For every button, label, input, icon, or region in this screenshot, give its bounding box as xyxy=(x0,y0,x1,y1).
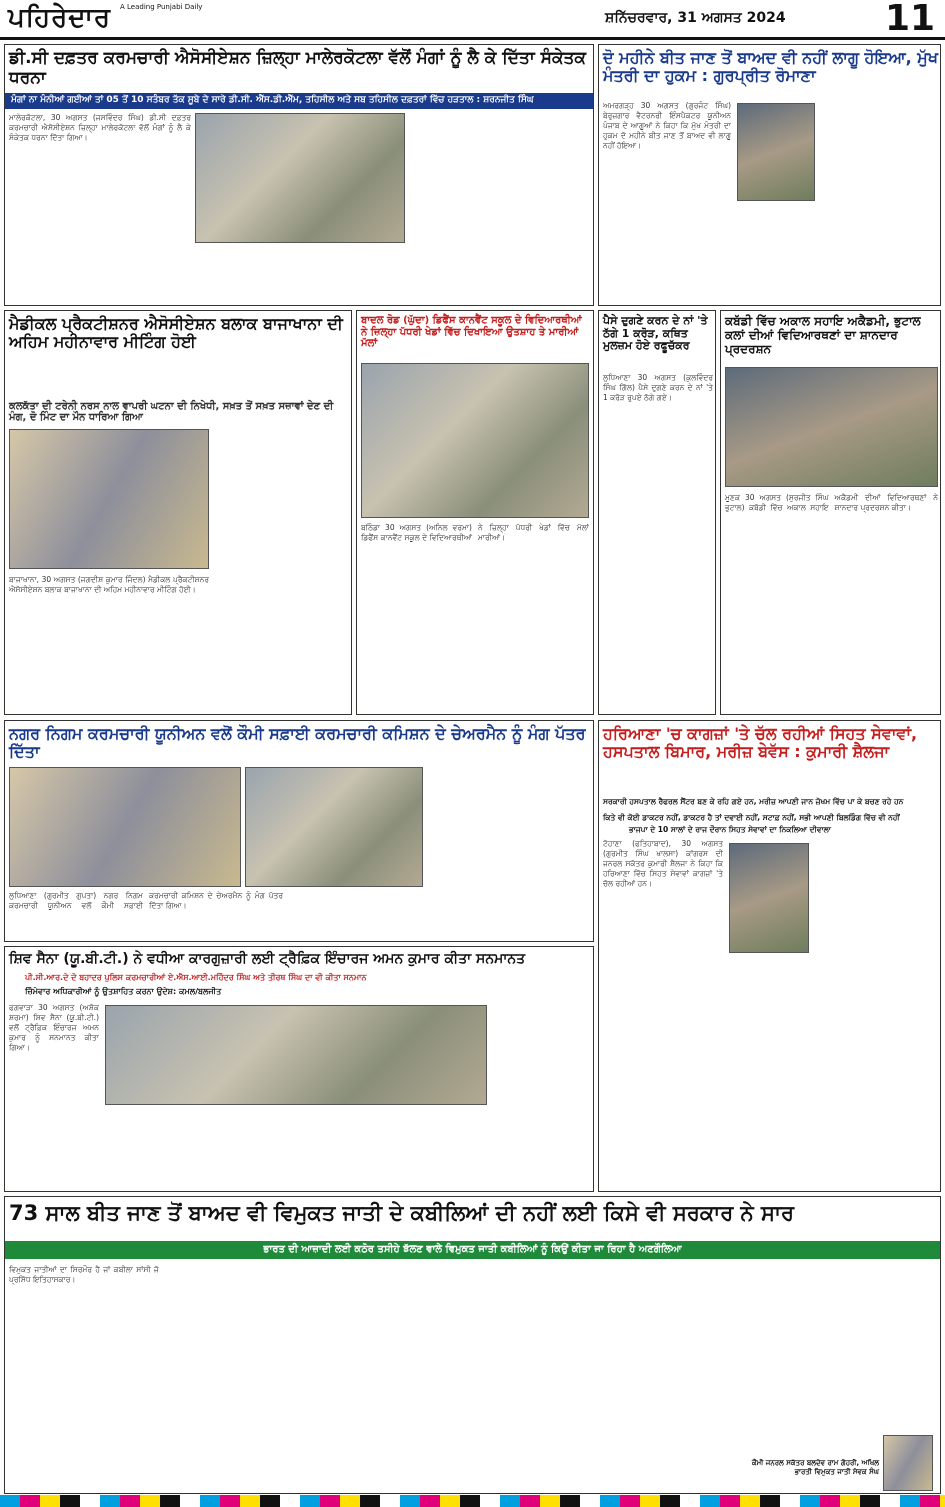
story-haryana-health xyxy=(598,720,941,1192)
left-photo xyxy=(9,767,241,887)
masthead-title: ਪਹਿਰੇਦਾਰ xyxy=(8,3,111,33)
story-cm-order xyxy=(598,44,941,306)
body: ਲੁਧਿਆਣਾ 30 ਅਗਸਤ (ਕੁਲਵਿੰਦਰ ਸਿੰਘ ਗਿੱਲ) ਪੈਸੇ ਦੁਗਣੇ ਕਰਨ ਦੇ ਨਾਂ 'ਤੇ 1 ਕਰੋੜ ਰੁਪਏ ਠੱਗੇ ਗਏ। xyxy=(603,373,713,402)
print-registration-strip xyxy=(0,1495,945,1507)
headline: ਡੀ.ਸੀ ਦਫ਼ਤਰ ਕਰਮਚਾਰੀ ਐਸੋਸੀਏਸ਼ਨ ਜ਼ਿਲ੍ਹਾ ਮਾਲੇਰਕੋਟਲਾ ਵੱਲੋਂ ਮੰਗਾਂ ਨੂੰ ਲੈ ਕੇ ਦਿੱਤਾ ਸੰਕੇਤਕ ਧਰਨਾ xyxy=(9,48,587,88)
shailja-photo xyxy=(729,843,809,953)
subheadline: ਕਲਕੱਤਾ ਦੀ ਟਰੇਨੀ ਨਰਸ ਨਾਲ ਵਾਪਰੀ ਘਟਨਾ ਦੀ ਨਿਖੇਧੀ, ਸਖ਼ਤ ਤੋਂ ਸਖ਼ਤ ਸਜ਼ਾਵਾਂ ਦੇਣ ਦੀ ਮੰਗ, ਦੋ ਮਿੰਟ ਦਾ ਮੌਨ ਧਾਰਿਆ ਗਿਆ xyxy=(9,401,334,423)
headline: 73 ਸਾਲ ਬੀਤ ਜਾਣ ਤੋਂ ਬਾਅਦ ਵੀ ਵਿਮੁਕਤ ਜਾਤੀ ਦੇ ਕਬੀਲਿਆਂ ਦੀ ਨਹੀਂ ਲਈ ਕਿਸੇ ਵੀ ਸਰਕਾਰ ਨੇ ਸਾਰ xyxy=(9,1201,795,1225)
headline: ਨਗਰ ਨਿਗਮ ਕਰਮਚਾਰੀ ਯੂਨੀਅਨ ਵਲੋਂ ਕੌਮੀ ਸਫ਼ਾਈ ਕਰਮਚਾਰੀ ਕਮਿਸ਼ਨ ਦੇ ਚੇਅਰਮੈਨ ਨੂੰ ਮੰਗ ਪੱਤਰ ਦਿੱਤਾ xyxy=(9,724,586,762)
issue-date: ਸ਼ਨਿੱਚਰਵਾਰ, 31 ਅਗਸਤ 2024 xyxy=(605,10,786,26)
right-photo xyxy=(245,767,423,887)
headline: ਹਰਿਆਣਾ 'ਚ ਕਾਗਜ਼ਾਂ 'ਤੇ ਚੱਲ ਰਹੀਆਂ ਸਿਹਤ ਸੇਵਾਵਾਂ, ਹਸਪਤਾਲ ਬਿਮਾਰ, ਮਰੀਜ਼ ਬੇਵੱਸ : ਕੁਮਾਰੀ ਸ਼ੈਲਜਾ xyxy=(603,724,918,762)
body: ਵਿਮੁਕਤ ਜਾਤੀਆਂ ਦਾ ਸਿਰਮੌਰ ਹੈ ਜਾਂ ਕਬੀਲਾ ਸਾਂਸੀ ਜੋ ਪ੍ਰਸਿੱਧ ਇਤਿਹਾਸਕਾਰ। xyxy=(9,1265,159,1284)
students-photo xyxy=(361,363,589,518)
subheadline-1: ਸਰਕਾਰੀ ਹਸਪਤਾਲ ਰੈਫਰਲ ਸੈਂਟਰ ਬਣ ਕੇ ਰਹਿ ਗਏ ਹਨ, ਮਰੀਜ਼ ਆਪਣੀ ਜਾਨ ਜ਼ੋਖਮ ਵਿੱਚ ਪਾ ਕੇ ਬਚਣ ਰਹੇ ਹਨ xyxy=(603,797,904,806)
headline: ਕਬੱਡੀ ਵਿੱਚ ਅਕਾਲ ਸਹਾਇ ਅਕੈਡਮੀ, ਭੁਟਾਲ ਕਲਾਂ ਦੀਆਂ ਵਿਦਿਆਰਥਣਾਂ ਦਾ ਸ਼ਾਨਦਾਰ ਪ੍ਰਦਰਸ਼ਨ xyxy=(725,314,921,356)
body-left: ਫਗਵਾੜਾ 30 ਅਗਸਤ (ਅਸ਼ੋਕ ਸ਼ਰਮਾ) ਸ਼ਿਵ ਸੈਨਾ (ਯੂ.ਬੀ.ਟੀ.) ਵਲੋਂ ਟ੍ਰੈਫ਼ਿਕ ਇੰਚਾਰਜ ਅਮਨ ਕੁਮਾਰ ਨੂੰ ਸਨਮਾਨਤ ਕੀਤਾ ਗਿਆ। xyxy=(9,1003,99,1052)
author-signature: ਕੌਮੀ ਜਨਰਲ ਸਕੱਤਰ ਬਲਦੇਵ ਰਾਮ ਗੋਹਰੀ, ਅਖਿਲ ਭਾਰਤੀ ਵਿਮੁਕਤ ਜਾਤੀ ਸੇਵਕ ਸੰਘ xyxy=(751,1459,879,1476)
body-lower xyxy=(105,1111,487,1187)
headline: ਪੈਸੇ ਦੁਗਣੇ ਕਰਨ ਦੇ ਨਾਂ 'ਤੇ ਠੱਗੇ 1 ਕਰੋੜ, ਕਥਿਤ ਮੁਲਜ਼ਮ ਹੋਏ ਰਫੂਚੱਕਰ xyxy=(603,314,708,353)
headline: ਮੈਡੀਕਲ ਪ੍ਰੈਕਟੀਸ਼ਨਰ ਐਸੋਸੀਏਸ਼ਨ ਬਲਾਕ ਬਾਜਾਖਾਨਾ ਦੀ ਅਹਿਮ ਮਹੀਨਾਵਾਰ ਮੀਟਿੰਗ ਹੋਈ xyxy=(9,314,343,352)
story-dc-office-protest xyxy=(4,44,594,306)
body-right xyxy=(493,1003,591,1187)
honour-photo xyxy=(105,1005,487,1105)
story-medical-association xyxy=(4,310,352,715)
subheadline-3: ਭਾਜਪਾ ਦੇ 10 ਸਾਲਾਂ ਦੇ ਰਾਜ ਦੌਰਾਨ ਸਿਹਤ ਸੇਵਾਵਾਂ ਦਾ ਨਿਕਲਿਆ ਦੀਵਾਲਾ xyxy=(629,825,831,834)
body-left: ਅਮਰਗੜ੍ਹ 30 ਅਗਸਤ (ਗੁਰਜੰਟ ਸਿੰਘ) ਬੇਰੁਜ਼ਗਾਰ ਵੈਟਰਨਰੀ ਇੰਸਪੈਕਟਰ ਯੂਨੀਅਨ ਪੰਜਾਬ ਦੇ ਆਗੂਆਂ ਨੇ ਕਿਹਾ ਕਿ ਮੁੱਖ ਮੰਤਰੀ ਦਾ ਹੁਕਮ ਦੋ ਮਹੀਨੇ ਬੀਤ ਜਾਣ ਤੋਂ ਬਾਅਦ ਵੀ ਲਾਗੂ ਨਹੀਂ ਹੋਇਆ। xyxy=(603,101,731,150)
headline: ਬਾਦਲ ਰੋਡ (ਘੁੱਦਾ) ਡਿਫੈਂਸ ਕਾਨਵੈਂਟ ਸਕੂਲ ਦੇ ਵਿਦਿਆਰਥੀਆਂ ਨੇ ਜ਼ਿਲ੍ਹਾ ਪੱਧਰੀ ਖੇਡਾਂ ਵਿੱਚ ਦਿਖਾਇਆ ਉਤਸ਼ਾਹ ਤੇ ਮਾਰੀਆਂ ਮੱਲਾਂ xyxy=(361,315,582,349)
story-shiv-sena-honour xyxy=(4,946,594,1192)
body-right xyxy=(429,767,591,937)
body-right xyxy=(821,101,938,301)
story-fraud xyxy=(598,310,716,715)
story-sanitation-union xyxy=(4,720,594,942)
meeting-photo xyxy=(9,429,209,569)
body: ਮੂਣਕ 30 ਅਗਸਤ (ਸੁਰਜੀਤ ਸਿੰਘ ਭੁਟਾਲ) ਕਬੱਡੀ ਵਿੱਚ ਅਕਾਲ ਸਹਾਇ ਅਕੈਡਮੀ ਦੀਆਂ ਵਿਦਿਆਰਥਣਾਂ ਨੇ ਸ਼ਾਨਦਾਰ ਪ੍ਰਦਰਸ਼ਨ ਕੀਤਾ। xyxy=(725,493,938,512)
body-right xyxy=(215,429,349,709)
protest-photo xyxy=(195,113,405,243)
story-kabaddi xyxy=(720,310,941,715)
body-lower: ਲੁਧਿਆਣਾ (ਗੁਰਮੀਤ ਗੁਪਤਾ) ਨਗਰ ਨਿਗਮ ਕਰਮਚਾਰੀ ਯੂਨੀਅਨ ਵਲੋਂ ਕੌਮੀ ਸਫ਼ਾਈ ਕਰਮਚਾਰੀ ਕਮਿਸ਼ਨ ਦੇ ਚੇਅਰਮੈਨ ਨੂੰ ਮੰਗ ਪੱਤਰ ਦਿੱਤਾ ਗਿਆ। xyxy=(9,891,283,910)
portrait-photo xyxy=(737,103,815,201)
subheadline-2: ਜ਼ਿੰਮੇਵਾਰ ਅਧਿਕਾਰੀਆਂ ਨੂੰ ਉਤਸ਼ਾਹਿਤ ਕਰਨਾ ਉਦੇਸ਼: ਕਮਲ/ਬਲਜੀਤ xyxy=(25,987,222,996)
body-left: ਮਾਲੇਰਕੋਟਲਾ, 30 ਅਗਸਤ (ਜਸਵਿੰਦਰ ਸਿੰਘ) ਡੀ.ਸੀ ਦਫ਼ਤਰ ਕਰਮਚਾਰੀ ਐਸੋਸੀਏਸ਼ਨ ਜ਼ਿਲ੍ਹਾ ਮਾਲੇਰਕੋਟਲਾ ਵੱਲੋਂ ਮੰਗਾਂ ਨੂੰ ਲੈ ਕੇ ਸੰਕੇਤਕ ਧਰਨਾ ਦਿੱਤਾ ਗਿਆ। xyxy=(9,113,191,142)
subheadline-1: ਪੀ.ਸੀ.ਆਰ.ਦੇ ਦੋ ਬਹਾਦਰ ਪੁਲਿਸ ਕਰਮਚਾਰੀਆਂ ਏ.ਐਸ.ਆਈ.ਮਹਿੰਦਰ ਸਿੰਘ ਅਤੇ ਤੀਰਥ ਸਿੰਘ ਦਾ ਵੀ ਕੀਤਾ ਸਨਮਾਨ xyxy=(25,973,367,982)
masthead-tagline: A Leading Punjabi Daily xyxy=(120,3,203,11)
body: ਬਠਿੰਡਾ 30 ਅਗਸਤ (ਅਨਿਲ ਵਰਮਾ) ਡਿਫੈਂਸ ਕਾਨਵੈਂਟ ਸਕੂਲ ਦੇ ਵਿਦਿਆਰਥੀਆਂ ਨੇ ਜ਼ਿਲ੍ਹਾ ਪੱਧਰੀ ਖੇਡਾਂ ਵਿੱਚ ਮੱਲਾਂ ਮਾਰੀਆਂ। xyxy=(361,523,589,542)
body-left: ਬਾਜਾਖਾਨਾ, 30 ਅਗਸਤ (ਜਗਦੀਸ਼ ਕੁਮਾਰ ਜਿੰਦਲ) ਮੈਡੀਕਲ ਪ੍ਰੈਕਟੀਸ਼ਨਰ ਐਸੋਸੀਏਸ਼ਨ ਬਲਾਕ ਬਾਜਾਖਾਨਾ ਦੀ ਅਹਿਮ ਮਹੀਨਾਵਾਰ ਮੀਟਿੰਗ ਹੋਈ। xyxy=(9,575,209,594)
masthead xyxy=(0,0,945,40)
body-left: ਟੋਹਾਣਾ (ਫਤਿਹਾਬਾਦ), 30 ਅਗਸਤ (ਗੁਰਮੀਤ ਸਿੰਘ ਖਾਲਸਾ) ਕਾਂਗਰਸ ਦੀ ਜਨਰਲ ਸਕੱਤਰ ਕੁਮਾਰੀ ਸ਼ੈਲਜਾ ਨੇ ਕਿਹਾ ਕਿ ਹਰਿਆਣਾ ਵਿੱਚ ਸਿਹਤ ਸੇਵਾਵਾਂ ਕਾਗਜ਼ਾਂ 'ਤੇ ਚੱਲ ਰਹੀਆਂ ਹਨ। xyxy=(603,839,723,888)
headline: ਦੋ ਮਹੀਨੇ ਬੀਤ ਜਾਣ ਤੋਂ ਬਾਅਦ ਵੀ ਨਹੀਂ ਲਾਗੂ ਹੋਇਆ, ਮੁੱਖ ਮੰਤਰੀ ਦਾ ਹੁਕਮ : ਗੁਰਪ੍ਰੀਤ ਰੋਮਾਣਾ xyxy=(603,48,938,86)
body-right xyxy=(411,113,589,301)
page-number: 11 xyxy=(884,0,936,39)
author-photo xyxy=(883,1435,933,1491)
story-denotified-tribes xyxy=(4,1196,941,1494)
headline: ਸ਼ਿਵ ਸੈਨਾ (ਯੂ.ਬੀ.ਟੀ.) ਨੇ ਵਧੀਆ ਕਾਰਗੁਜ਼ਾਰੀ ਲਈ ਟ੍ਰੈਫ਼ਿਕ ਇੰਚਾਰਜ ਅਮਨ ਕੁਮਾਰ ਕੀਤਾ ਸਨਮਾਨਤ xyxy=(9,951,526,967)
subheadline: ਭਾਰਤ ਦੀ ਆਜ਼ਾਦੀ ਲਈ ਕਠੋਰ ਤਸੀਹੇ ਝੱਲਣ ਵਾਲੇ ਵਿਮੁਕਤ ਜਾਤੀ ਕਬੀਲਿਆਂ ਨੂੰ ਕਿਉਂ ਕੀਤਾ ਜਾ ਰਿਹਾ ਹੈ ਅਣਗੌਲਿਆ xyxy=(5,1241,940,1259)
subheadline: ਮੰਗਾਂ ਨਾ ਮੰਨੀਆਂ ਗਈਆਂ ਤਾਂ 05 ਤੋਂ 10 ਸਤੰਬਰ ਤੱਕ ਸੂਬੇ ਦੇ ਸਾਰੇ ਡੀ.ਸੀ. ਐੱਸ.ਡੀ.ਐੱਮ, ਤਹਿਸੀਲ ਅਤੇ ਸਬ ਤਹਿਸੀਲ ਦਫ਼ਤਰਾਂ ਵਿੱਚ ਹੜਤਾਲ : ਸ਼ਰਨਜੀਤ ਸਿੰਘ xyxy=(5,93,593,109)
kabaddi-photo xyxy=(725,367,938,487)
subheadline-2: ਕਿਤੇ ਵੀ ਕੋਈ ਡਾਕਟਰ ਨਹੀਂ, ਡਾਕਟਰ ਹੈ ਤਾਂ ਦਵਾਈ ਨਹੀਂ, ਸਟਾਫ਼ ਨਹੀਂ, ਸਭੀ ਆਪਣੀ ਬਿਲਡਿੰਗ ਵਿੱਚ ਵੀ ਨਹੀਂ xyxy=(603,813,900,822)
story-school-sports xyxy=(356,310,594,715)
body-right xyxy=(815,839,938,1187)
